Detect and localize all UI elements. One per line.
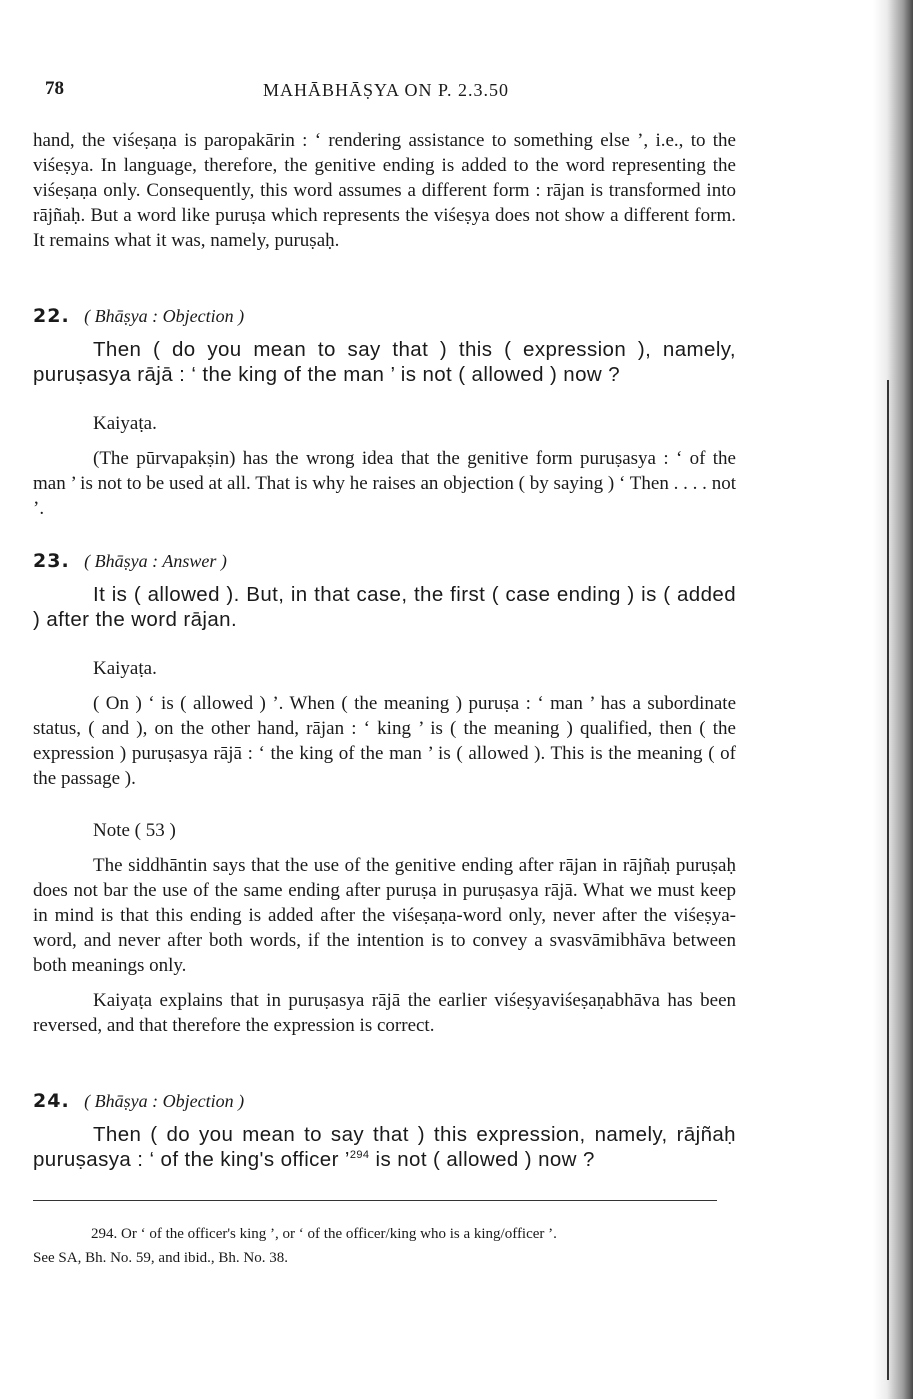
note-paragraph-1: The siddhāntin says that the use of the genitive ending after rājan in rājñaḥ puruṣaḥ does not bar the use of the same ending after puruṣa in puruṣasya rājā. What we must keep in mind is that this ending is added after the viśeṣaṇa-word only, never after the viśeṣya-word, and never after both words, if the intention is to convey a svasvāmibhāva between both meanings only. [33,855,736,976]
note-paragraph-2: Kaiyaṭa explains that in puruṣasya rājā the earlier viśeṣyaviśeṣaṇabhāva has been reversed, and that therefore the expression is correct. [33,990,736,1036]
section-24-heading [33,1090,736,1112]
binding-edge [887,380,889,1380]
section-22-kaiyata-label: Kaiyaṭa. [93,413,157,434]
section-24 [33,1090,736,1172]
section-22-number: 22. [33,305,70,327]
section-23-tag: ( Bhāṣya : Answer ) [84,551,227,571]
book-binding-shadow [873,0,913,1399]
page-number: 78 [45,78,64,99]
section-23-kaiyata-text: ( On ) ‘ is ( allowed ) ’. When ( the meaning ) puruṣa : ‘ man ’ has a subordinate status, ( and ), on the other hand, rājan : ‘ king ’ is ( the meaning ) qualified, then ( the expression ) puruṣasya rājā : ‘ the king of the man ’ is ( allowed ). This is the meaning ( of the passage ). [33,693,736,789]
note-label: Note ( 53 ) [93,820,176,841]
note-53 [33,818,736,1038]
section-23-number: 23. [33,550,70,572]
section-24-text [33,1122,736,1172]
section-23 [33,550,736,791]
section-22-tag: ( Bhāṣya : Objection ) [84,306,245,326]
section-23-text: It is ( allowed ). But, in that case, the first ( case ending ) is ( added ) after the word rājan. [33,583,736,631]
running-title: MAHĀBHĀṢYA ON P. 2.3.50 [263,80,510,100]
section-22 [33,305,736,521]
section-23-kaiyata-label: Kaiyaṭa. [93,658,157,679]
section-23-heading [33,550,736,572]
section-24-text-b: is not ( allowed ) now ? [369,1148,595,1171]
section-22-kaiyata-text: (The pūrvapakṣin) has the wrong idea that the genitive form puruṣasya : ‘ of the man ’ is not to be used at all. That is why he raises an objection ( by saying ) ‘ Then . . . . not ’. [33,448,736,519]
section-22-heading [33,305,736,327]
section-24-tag: ( Bhāṣya : Objection ) [84,1091,245,1111]
section-24-number: 24. [33,1090,70,1112]
intro-paragraph: hand, the viśeṣaṇa is paropakārin : ‘ rendering assistance to something else ’, i.e., to the viśeṣya. In language, therefore, the genitive ending is added to the word representing the viśeṣaṇa only. Consequently, this word assumes a different form : rājan is transformed into rājñaḥ. But a word like puruṣa which represents the viśeṣya does not show a different form. It remains what it was, namely, puruṣaḥ. [33,130,736,251]
section-24-text-a: Then ( do you mean to say that ) this expression, namely, rājñaḥ puruṣasya : ‘ of the king's officer ’ [33,1123,736,1171]
footnote-294-line-1: 294. Or ‘ of the officer's king ’, or ‘ of the officer/king who is a king/officer ’. [91,1226,557,1242]
footnote-divider [33,1200,717,1201]
footnote-reference-294: 294 [349,1149,370,1161]
section-22-text: Then ( do you mean to say that ) this ( expression ), namely, puruṣasya rājā : ‘ the king of the man ’ is not ( allowed ) now ? [33,338,736,386]
footnote-block [33,1222,736,1270]
page-header [45,78,853,108]
footnote-294-line-2: See SA, Bh. No. 59, and ibid., Bh. No. 38. [33,1250,288,1266]
intro-paragraph-block [33,128,736,253]
